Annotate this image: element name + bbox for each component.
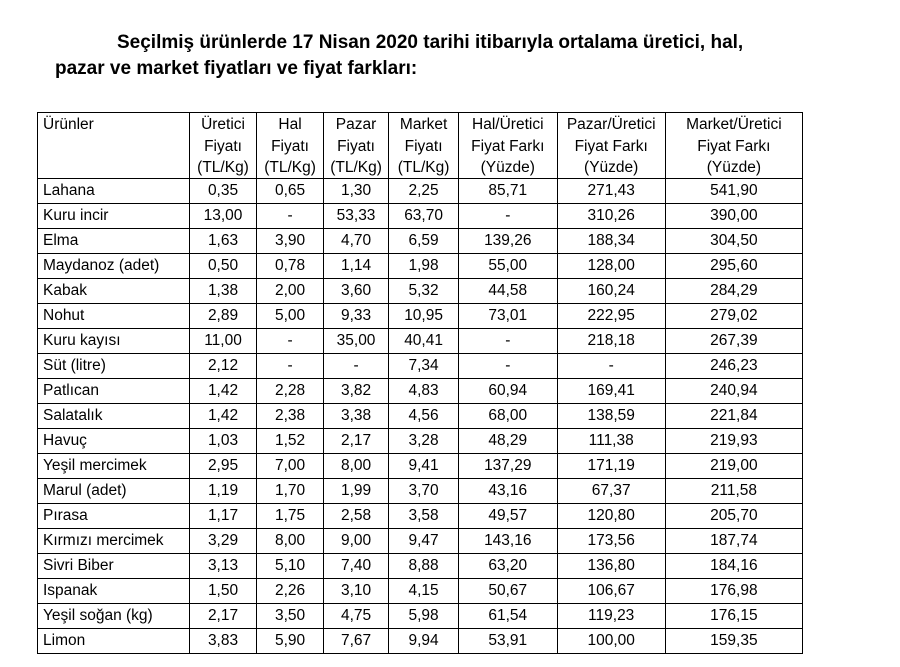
value-cell: 7,40	[323, 554, 388, 579]
value-cell: 188,34	[557, 229, 665, 254]
product-name-cell: Yeşil soğan (kg)	[38, 604, 190, 629]
value-cell: 5,90	[257, 629, 324, 654]
product-name-cell: Marul (adet)	[38, 479, 190, 504]
value-cell: 48,29	[458, 429, 557, 454]
header-cell: Market	[389, 113, 459, 137]
header-cell: (TL/Kg)	[323, 157, 388, 179]
value-cell: 85,71	[458, 179, 557, 204]
value-cell: 0,35	[189, 179, 257, 204]
value-cell: 53,91	[458, 629, 557, 654]
value-cell: 304,50	[665, 229, 802, 254]
value-cell: 173,56	[557, 529, 665, 554]
product-name-cell: Nohut	[38, 304, 190, 329]
header-cell: Pazar/Üretici	[557, 113, 665, 137]
table-row	[38, 429, 803, 454]
title-line-2: pazar ve market fiyatları ve fiyat farkları:	[55, 58, 418, 79]
value-cell: 1,17	[189, 504, 257, 529]
value-cell: -	[257, 329, 324, 354]
value-cell: 67,37	[557, 479, 665, 504]
value-cell: 390,00	[665, 204, 802, 229]
document-title	[55, 30, 875, 82]
header-cell: Fiyatı	[257, 136, 324, 157]
header-cell: Pazar	[323, 113, 388, 137]
value-cell: 100,00	[557, 629, 665, 654]
value-cell: 1,75	[257, 504, 324, 529]
value-cell: 136,80	[557, 554, 665, 579]
value-cell: 1,70	[257, 479, 324, 504]
value-cell: 5,98	[389, 604, 459, 629]
header-cell: (TL/Kg)	[389, 157, 459, 179]
product-name-cell: Patlıcan	[38, 379, 190, 404]
value-cell: 2,12	[189, 354, 257, 379]
table-row	[38, 579, 803, 604]
value-cell: 5,32	[389, 279, 459, 304]
value-cell: 11,00	[189, 329, 257, 354]
header-cell: Hal/Üretici	[458, 113, 557, 137]
value-cell: 0,65	[257, 179, 324, 204]
table-row	[38, 179, 803, 204]
value-cell: 111,38	[557, 429, 665, 454]
header-row-3	[38, 157, 803, 179]
header-cell: Fiyatı	[189, 136, 257, 157]
table-row	[38, 504, 803, 529]
product-name-cell: Ispanak	[38, 579, 190, 604]
value-cell: 4,70	[323, 229, 388, 254]
value-cell: 4,75	[323, 604, 388, 629]
value-cell: 3,28	[389, 429, 459, 454]
value-cell: 1,38	[189, 279, 257, 304]
value-cell: 187,74	[665, 529, 802, 554]
header-cell: Fiyatı	[389, 136, 459, 157]
table-row	[38, 629, 803, 654]
value-cell: -	[458, 354, 557, 379]
value-cell: 4,83	[389, 379, 459, 404]
header-row-1	[38, 113, 803, 137]
product-name-cell: Limon	[38, 629, 190, 654]
table-row	[38, 329, 803, 354]
value-cell: 3,38	[323, 404, 388, 429]
value-cell: 1,52	[257, 429, 324, 454]
header-cell: Market/Üretici	[665, 113, 802, 137]
value-cell: 7,00	[257, 454, 324, 479]
value-cell: 2,28	[257, 379, 324, 404]
value-cell: 2,17	[189, 604, 257, 629]
value-cell: 53,33	[323, 204, 388, 229]
value-cell: 63,20	[458, 554, 557, 579]
value-cell: 1,14	[323, 254, 388, 279]
value-cell: 3,90	[257, 229, 324, 254]
value-cell: 0,50	[189, 254, 257, 279]
value-cell: 4,56	[389, 404, 459, 429]
table-row	[38, 354, 803, 379]
price-table-body	[38, 113, 803, 654]
value-cell: 205,70	[665, 504, 802, 529]
value-cell: 120,80	[557, 504, 665, 529]
header-cell: (TL/Kg)	[189, 157, 257, 179]
value-cell: 8,88	[389, 554, 459, 579]
value-cell: 2,26	[257, 579, 324, 604]
value-cell: 139,26	[458, 229, 557, 254]
product-name-cell: Süt (litre)	[38, 354, 190, 379]
value-cell: 3,13	[189, 554, 257, 579]
value-cell: 310,26	[557, 204, 665, 229]
value-cell: 2,38	[257, 404, 324, 429]
value-cell: 211,58	[665, 479, 802, 504]
value-cell: 1,98	[389, 254, 459, 279]
value-cell: 271,43	[557, 179, 665, 204]
header-cell: (Yüzde)	[665, 157, 802, 179]
product-name-cell: Kuru kayısı	[38, 329, 190, 354]
header-cell: Ürünler	[38, 113, 190, 137]
value-cell: 221,84	[665, 404, 802, 429]
value-cell: 295,60	[665, 254, 802, 279]
product-name-cell: Maydanoz (adet)	[38, 254, 190, 279]
table-row	[38, 404, 803, 429]
table-row	[38, 529, 803, 554]
header-cell: Fiyat Farkı	[557, 136, 665, 157]
value-cell: 2,89	[189, 304, 257, 329]
value-cell: 61,54	[458, 604, 557, 629]
product-name-cell: Havuç	[38, 429, 190, 454]
value-cell: -	[557, 354, 665, 379]
value-cell: 3,83	[189, 629, 257, 654]
table-row	[38, 304, 803, 329]
value-cell: 10,95	[389, 304, 459, 329]
value-cell: 35,00	[323, 329, 388, 354]
value-cell: 284,29	[665, 279, 802, 304]
product-name-cell: Yeşil mercimek	[38, 454, 190, 479]
value-cell: 0,78	[257, 254, 324, 279]
value-cell: 2,95	[189, 454, 257, 479]
product-name-cell: Lahana	[38, 179, 190, 204]
table-row	[38, 379, 803, 404]
product-name-cell: Pırasa	[38, 504, 190, 529]
value-cell: -	[458, 204, 557, 229]
value-cell: 2,25	[389, 179, 459, 204]
value-cell: 3,29	[189, 529, 257, 554]
value-cell: 3,60	[323, 279, 388, 304]
table-row	[38, 229, 803, 254]
value-cell: 3,58	[389, 504, 459, 529]
value-cell: 159,35	[665, 629, 802, 654]
table-row	[38, 604, 803, 629]
value-cell: 1,42	[189, 404, 257, 429]
value-cell: 1,03	[189, 429, 257, 454]
value-cell: 119,23	[557, 604, 665, 629]
value-cell: 9,47	[389, 529, 459, 554]
product-name-cell: Salatalık	[38, 404, 190, 429]
product-name-cell: Sivri Biber	[38, 554, 190, 579]
value-cell: 218,18	[557, 329, 665, 354]
value-cell: 7,67	[323, 629, 388, 654]
value-cell: 68,00	[458, 404, 557, 429]
value-cell: 541,90	[665, 179, 802, 204]
value-cell: 1,50	[189, 579, 257, 604]
value-cell: 40,41	[389, 329, 459, 354]
value-cell: 246,23	[665, 354, 802, 379]
product-name-cell: Elma	[38, 229, 190, 254]
header-cell	[38, 136, 190, 157]
value-cell: -	[458, 329, 557, 354]
value-cell: 2,17	[323, 429, 388, 454]
value-cell: 8,00	[257, 529, 324, 554]
value-cell: 143,16	[458, 529, 557, 554]
value-cell: 44,58	[458, 279, 557, 304]
header-row-2	[38, 136, 803, 157]
value-cell: 2,00	[257, 279, 324, 304]
value-cell: -	[257, 354, 324, 379]
header-cell: Hal	[257, 113, 324, 137]
header-cell: Fiyat Farkı	[458, 136, 557, 157]
title-line-1: Seçilmiş ürünlerde 17 Nisan 2020 tarihi itibarıyla ortalama üretici, hal,	[117, 32, 744, 53]
value-cell: 50,67	[458, 579, 557, 604]
table-row	[38, 554, 803, 579]
value-cell: 240,94	[665, 379, 802, 404]
header-cell: (Yüzde)	[557, 157, 665, 179]
value-cell: 169,41	[557, 379, 665, 404]
value-cell: 219,93	[665, 429, 802, 454]
value-cell: 63,70	[389, 204, 459, 229]
value-cell: 9,94	[389, 629, 459, 654]
value-cell: 9,41	[389, 454, 459, 479]
header-cell: Fiyat Farkı	[665, 136, 802, 157]
value-cell: 6,59	[389, 229, 459, 254]
header-cell: Fiyatı	[323, 136, 388, 157]
value-cell: 3,70	[389, 479, 459, 504]
value-cell: 1,99	[323, 479, 388, 504]
value-cell: 9,33	[323, 304, 388, 329]
value-cell: 55,00	[458, 254, 557, 279]
value-cell: 222,95	[557, 304, 665, 329]
value-cell: 13,00	[189, 204, 257, 229]
value-cell: 43,16	[458, 479, 557, 504]
value-cell: 3,50	[257, 604, 324, 629]
value-cell: 171,19	[557, 454, 665, 479]
value-cell: 106,67	[557, 579, 665, 604]
value-cell: 3,10	[323, 579, 388, 604]
value-cell: 267,39	[665, 329, 802, 354]
value-cell: 128,00	[557, 254, 665, 279]
header-cell: (Yüzde)	[458, 157, 557, 179]
header-cell	[38, 157, 190, 179]
value-cell: 1,19	[189, 479, 257, 504]
product-name-cell: Kuru incir	[38, 204, 190, 229]
header-cell: Üretici	[189, 113, 257, 137]
table-row	[38, 204, 803, 229]
value-cell: 1,30	[323, 179, 388, 204]
value-cell: 2,58	[323, 504, 388, 529]
value-cell: 1,63	[189, 229, 257, 254]
value-cell: 8,00	[323, 454, 388, 479]
table-row	[38, 479, 803, 504]
table-row	[38, 454, 803, 479]
value-cell: 73,01	[458, 304, 557, 329]
product-name-cell: Kırmızı mercimek	[38, 529, 190, 554]
value-cell: 160,24	[557, 279, 665, 304]
value-cell: 1,42	[189, 379, 257, 404]
value-cell: 3,82	[323, 379, 388, 404]
value-cell: 9,00	[323, 529, 388, 554]
value-cell: 176,98	[665, 579, 802, 604]
value-cell: -	[323, 354, 388, 379]
price-table	[37, 112, 803, 654]
value-cell: 219,00	[665, 454, 802, 479]
table-row	[38, 254, 803, 279]
value-cell: 7,34	[389, 354, 459, 379]
value-cell: 184,16	[665, 554, 802, 579]
value-cell: 60,94	[458, 379, 557, 404]
value-cell: -	[257, 204, 324, 229]
value-cell: 138,59	[557, 404, 665, 429]
value-cell: 279,02	[665, 304, 802, 329]
value-cell: 49,57	[458, 504, 557, 529]
header-cell: (TL/Kg)	[257, 157, 324, 179]
value-cell: 4,15	[389, 579, 459, 604]
table-row	[38, 279, 803, 304]
product-name-cell: Kabak	[38, 279, 190, 304]
value-cell: 176,15	[665, 604, 802, 629]
value-cell: 137,29	[458, 454, 557, 479]
value-cell: 5,00	[257, 304, 324, 329]
value-cell: 5,10	[257, 554, 324, 579]
